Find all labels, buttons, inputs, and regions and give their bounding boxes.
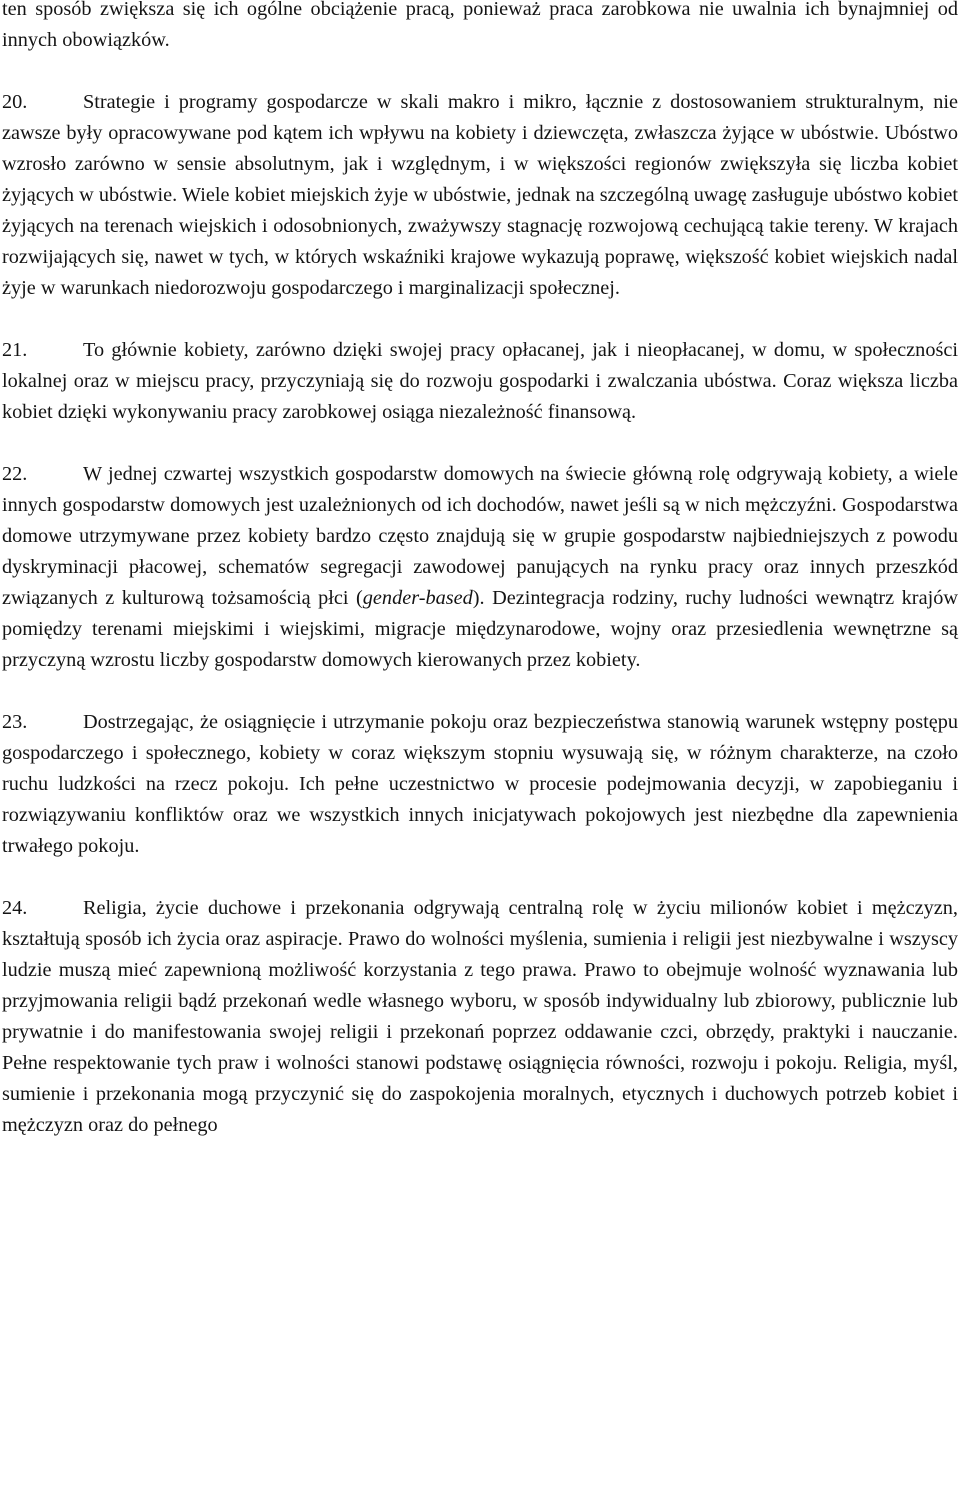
paragraph-text: W jednej czwartej wszystkich gospodarstw domowych na świecie główną rolę odgrywają kobiety, a wiele innych gospodarstw domowych jest uzależnionych od ich dochodów, nawet jeśli są w nich mężczyźni. Gospodarstwa domowe utrzymywane przez kobiety bardzo często znajdują się w grupie gospodarstw najbiedniejszych z powodu dyskryminacji płacowej, schematów segregacji zawodowej panujących na rynku pracy oraz innych przeszkód związanych z kulturową tożsamością płci ( bbox=[2, 463, 958, 609]
paragraph-24 bbox=[2, 893, 958, 1141]
paragraph-number: 23. bbox=[2, 711, 28, 733]
paragraph-gap bbox=[2, 56, 958, 87]
paragraph-number: 24. bbox=[2, 897, 28, 919]
paragraph-continuation bbox=[2, 0, 958, 56]
italic-term: gender-based bbox=[362, 587, 473, 609]
paragraph-text: ten sposób zwiększa się ich ogólne obciążenie pracą, ponieważ praca zarobkowa nie uwalnia ich bynajmniej od innych obowiązków. bbox=[2, 0, 958, 51]
paragraph-22 bbox=[2, 459, 958, 676]
paragraph-23 bbox=[2, 707, 958, 862]
paragraph-text: Dostrzegając, że osiągnięcie i utrzymanie pokoju oraz bezpieczeństwa stanowią warunek wstępny postępu gospodarczego i społecznego, kobiety w coraz większym stopniu wysuwają się, w różnym charakterze, na czoło ruchu ludzkości na rzecz pokoju. Ich pełne uczestnictwo w procesie podejmowania decyzji, w zapobieganiu i rozwiązywaniu konfliktów oraz we wszystkich innych inicjatywach pokojowych jest niezbędne dla zapewnienia trwałego pokoju. bbox=[2, 711, 958, 857]
paragraph-21 bbox=[2, 335, 958, 428]
paragraph-text: Religia, życie duchowe i przekonania odgrywają centralną rolę w życiu milionów kobiet i mężczyzn, kształtują sposób ich życia oraz aspiracje. Prawo do wolności myślenia, sumienia i religii jest niezbywalne i wszyscy ludzie muszą mieć zapewnioną możliwość korzystania z tego prawa. Prawo to obejmuje wolność wyznawania lub przyjmowania religii bądź przekonań wedle własnego wyboru, w sposób indywidualny lub zbiorowy, publicznie lub prywatnie i do manifestowania swojej religii i przekonań poprzez oddawanie czci, obrzędy, praktyki i nauczanie. Pełne respektowanie tych praw i wolności stanowi podstawę osiągnięcia równości, rozwoju i pokoju. Religia, myśl, sumienie i przekonania mogą przyczynić się do zaspokojenia moralnych, etycznych i duchowych potrzeb kobiet i mężczyzn oraz do pełnego bbox=[2, 897, 958, 1136]
paragraph-number: 20. bbox=[2, 91, 28, 113]
paragraph-text-continued: ). Dezintegracja rodziny, ruchy ludności wewnątrz krajów pomiędzy terenami miejskimi i wiejskimi, migracje międzynarodowe, wojny oraz przesiedlenia wewnętrzne są przyczyną wzrostu liczby gospodarstw domowych kierowanych przez kobiety. bbox=[2, 587, 958, 671]
paragraph-number: 22. bbox=[2, 463, 28, 485]
paragraph-text: To głównie kobiety, zarówno dzięki swojej pracy opłacanej, jak i nieopłacanej, w domu, w społeczności lokalnej oraz w miejscu pracy, przyczyniają się do rozwoju gospodarki i zwalczania ubóstwa. Coraz większa liczba kobiet dzięki wykonywaniu pracy zarobkowej osiąga niezależność finansową. bbox=[2, 339, 958, 423]
paragraph-gap bbox=[2, 676, 958, 707]
paragraph-20 bbox=[2, 87, 958, 304]
paragraph-gap bbox=[2, 862, 958, 893]
paragraph-gap bbox=[2, 304, 958, 335]
paragraph-number: 21. bbox=[2, 339, 28, 361]
paragraph-gap bbox=[2, 428, 958, 459]
paragraph-text: Strategie i programy gospodarcze w skali makro i mikro, łącznie z dostosowaniem strukturalnym, nie zawsze były opracowywane pod kątem ich wpływu na kobiety i dziewczęta, zwłaszcza żyjące w ubóstwie. Ubóstwo wzrosło zarówno w sensie absolutnym, jak i względnym, i w większości regionów zwiększyła się liczba kobiet żyjących w ubóstwie. Wiele kobiet miejskich żyje w ubóstwie, jednak na szczególną uwagę zasługuje ubóstwo kobiet żyjących na terenach wiejskich i odosobnionych, zważywszy stagnację rozwojową cechującą takie tereny. W krajach rozwijających się, nawet w tych, w których wskaźniki krajowe wykazują poprawę, większość kobiet wiejskich nadal żyje w warunkach niedorozwoju gospodarczego i marginalizacji społecznej. bbox=[2, 91, 958, 299]
